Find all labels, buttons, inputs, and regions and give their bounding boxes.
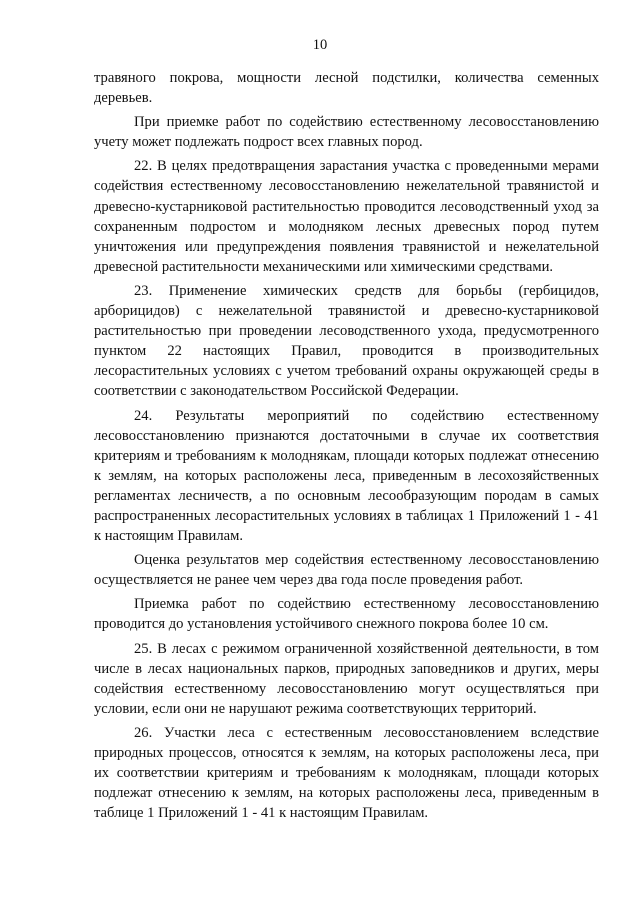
paragraph-assessment: Оценка результатов мер содействия естественному лесовосстановлению осуществляется не ранее чем через два года после проведения работ. xyxy=(94,552,599,589)
paragraph-24: 24. Результаты мероприятий по содействию естественному лесовосстановлению признаются достаточными в случае их соответствия критериям и требованиям к молоднякам, площади которых подлежат отнесению к землям, на которых расположены леса, приведенным в лесохозяйственных регламентах лесничеств, а по основным лесообразующим породам в самых распространенных лесорастительных условиях в таблицах 1 Приложений 1 - 41 к настоящим Правилам. xyxy=(94,407,599,545)
document-body xyxy=(94,68,599,823)
paragraph-26: 26. Участки леса с естественным лесовосстановлением вследствие природных процессов, относятся к землям, на которых расположены леса, при их соответствии критериям и требованиям к молоднякам, площади которых подлежат отнесению к землям, на которых расположены леса, приведенным в таблице 1 Приложений 1 - 41 к настоящим Правилам. xyxy=(94,724,599,822)
paragraph-continuation: травяного покрова, мощности лесной подстилки, количества семенных деревьев. xyxy=(94,70,599,107)
paragraph-acceptance-snow: Приемка работ по содействию естественному лесовосстановлению проводится до установления устойчивого снежного покрова более 10 см. xyxy=(94,596,599,633)
paragraph-23: 23. Применение химических средств для борьбы (гербицидов, арборицидов) с нежелательной травянистой и древесно-кустарниковой растительностью при проведении лесоводственного ухода, предусмотренного пунктом 22 настоящих Правил, проводится в производительных лесорастительных условиях с учетом требований охраны окружающей среды в соответствии с законодательством Российской Федерации. xyxy=(94,282,599,400)
page-number: 10 xyxy=(312,37,328,53)
paragraph-acceptance-undergrowth: При приемке работ по содействию естественному лесовосстановлению учету может подлежать подрост всех главных пород. xyxy=(94,114,599,151)
paragraph-22: 22. В целях предотвращения зарастания участка с проведенными мерами содействия естественному лесовосстановлению нежелательной травянистой и древесно-кустарниковой растительностью проводится лесоводственный уход за сохраненным подростом и молодняком лесных древесных пород путем уничтожения или предупреждения появления травянистой и нежелательной древесной растительности механическими или химическими средствами. xyxy=(94,158,599,275)
paragraph-25: 25. В лесах с режимом ограниченной хозяйственной деятельности, в том числе в лесах национальных парков, природных заповедников и других, меры содействия естественному лесовосстановлению могут осуществляться при условии, если они не нарушают режима соответствующих территорий. xyxy=(94,640,599,717)
